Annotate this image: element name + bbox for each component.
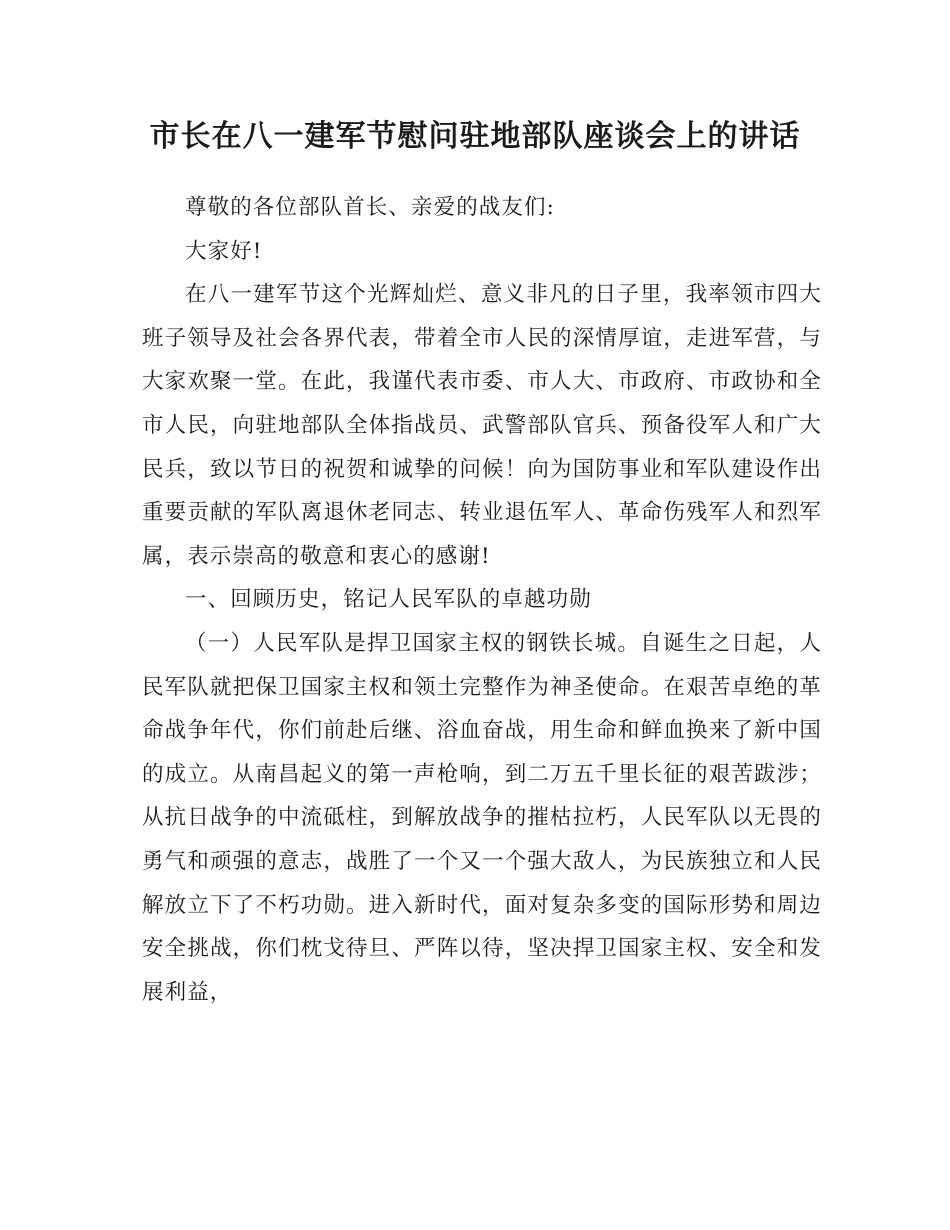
- document-body: [142, 186, 822, 1014]
- salutation: 尊敬的各位部队首长、亲爱的战友们:: [185, 195, 555, 220]
- body-paragraph: （一）人民军队是捍卫国家主权的钢铁长城。自诞生之日起，人民军队就把保卫国家主权和领土完整作为神圣使命。在艰苦卓绝的革命战争年代，你们前赴后继、浴血奋战，用生命和鲜血换来了新中国的成立。从南昌起义的第一声枪响，到二万五千里长征的艰苦跋涉；从抗日战争的中流砥柱，到解放战争的摧枯拉朽，人民军队以无畏的勇气和顽强的意志，战胜了一个又一个强大敌人，为民族独立和人民解放立下了不朽功勋。进入新时代，面对复杂多变的国际形势和周边安全挑战，你们枕戈待旦、严阵以待，坚决捍卫国家主权、安全和发展利益，: [142, 630, 822, 1005]
- opening-paragraph: 在八一建军节这个光辉灿烂、意义非凡的日子里，我率领市四大班子领导及社会各界代表，带着全市人民的深情厚谊，走进军营，与大家欢聚一堂。在此，我谨代表市委、市人大、市政府、市政协和全市人民，向驻地部队全体指战员、武警部队官兵、预备役军人和广大民兵，致以节日的祝贺和诚挚的问候！向为国防事业和军队建设作出重要贡献的军队离退休老同志、转业退伍军人、革命伤残军人和烈军属，表示崇高的敬意和衷心的感谢!: [142, 282, 822, 569]
- section-heading: 一、回顾历史，铭记人民军队的卓越功勋: [185, 587, 592, 613]
- document-title: 市长在八一建军节慰问驻地部队座谈会上的讲话: [149, 119, 801, 154]
- greeting: 大家好!: [185, 238, 263, 264]
